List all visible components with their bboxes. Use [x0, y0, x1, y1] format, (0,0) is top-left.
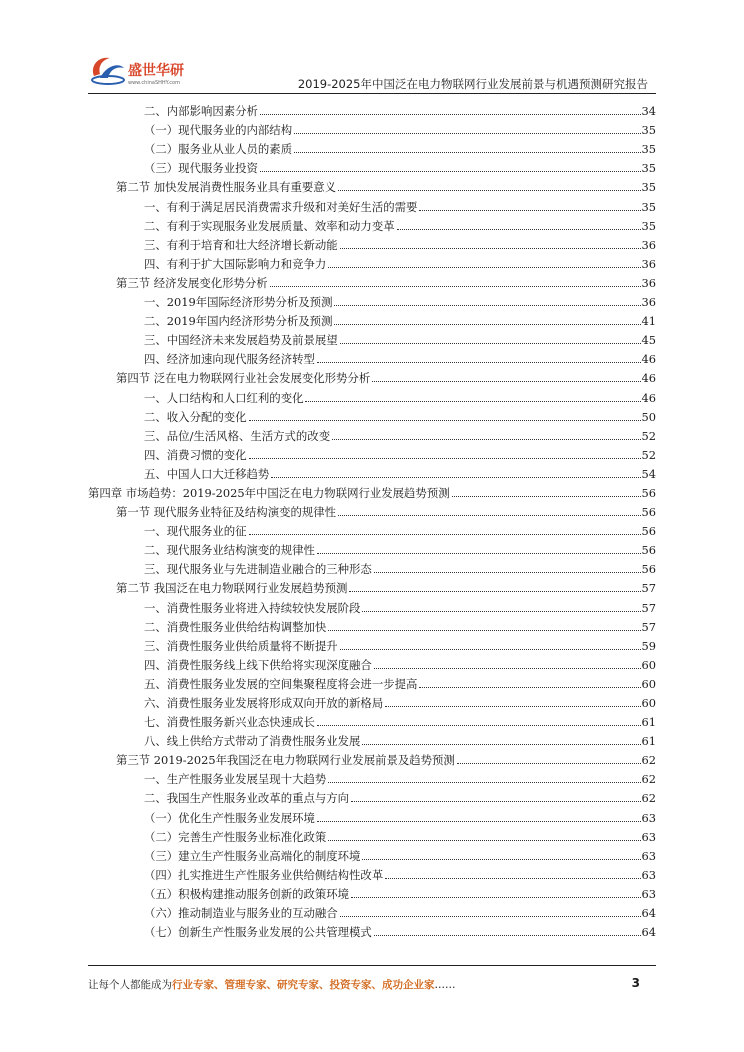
toc-entry-label: 第四节 泛在电力物联网行业社会发展变化形势分析: [116, 371, 371, 386]
toc-entry-label: （一）现代服务业的内部结构: [144, 123, 293, 138]
logo-text: 盛世华研: [128, 63, 184, 79]
toc-entry-label: （四）扎实推进生产性服务业供给侧结构性改革: [144, 867, 384, 882]
toc-leader-dots: [332, 438, 640, 440]
toc-entry[interactable]: [88, 634, 656, 653]
toc-entry-label: 三、现代服务业与先进制造业融合的三种形态: [144, 562, 372, 577]
toc-entry[interactable]: [88, 366, 656, 385]
toc-leader-dots: [362, 743, 640, 745]
toc-entry[interactable]: [88, 672, 656, 691]
toc-entry-page: 62: [641, 791, 656, 806]
toc-entry[interactable]: [88, 519, 656, 538]
toc-leader-dots: [452, 495, 641, 497]
toc-leader-dots: [317, 361, 641, 363]
toc-entry-label: 一、现代服务业的征: [144, 524, 247, 539]
toc-entry-page: 57: [641, 619, 656, 634]
toc-entry[interactable]: [88, 786, 656, 805]
toc-entry[interactable]: [88, 500, 656, 519]
toc-entry-label: 五、中国人口大迁移趋势: [144, 466, 270, 481]
toc-entry[interactable]: [88, 290, 656, 309]
footer-prefix: 让每个人都能成为: [88, 979, 172, 991]
toc-entry-label: 五、消费性服务业发展的空间集聚程度将会进一步提高: [144, 676, 418, 691]
toc-entry-label: （三）现代服务业投资: [144, 161, 258, 176]
toc-entry-label: （二）完善生产性服务业标准化政策: [144, 829, 327, 844]
toc-entry-page: 36: [641, 237, 656, 252]
toc-leader-dots: [340, 342, 641, 344]
toc-entry-page: 63: [641, 867, 656, 882]
toc-entry[interactable]: [88, 825, 656, 844]
toc-leader-dots: [340, 915, 641, 917]
toc-entry-label: 第一节 现代服务业特征及结构演变的规律性: [116, 505, 337, 520]
toc-leader-dots: [338, 189, 640, 191]
toc-entry-label: 四、经济加速向现代服务经济转型: [144, 352, 315, 367]
toc-entry-page: 35: [641, 199, 656, 214]
toc-entry[interactable]: [88, 538, 656, 557]
toc-entry-page: 36: [641, 256, 656, 271]
toc-entry-label: 四、有利于扩大国际影响力和竞争力: [144, 256, 327, 271]
toc-leader-dots: [338, 514, 640, 516]
toc-entry[interactable]: [88, 767, 656, 786]
toc-entry[interactable]: [88, 424, 656, 443]
toc-entry-label: 第三节 2019-2025年我国泛在电力物联网行业发展前景及趋势预测: [116, 753, 455, 768]
toc-entry[interactable]: [88, 748, 656, 767]
toc-leader-dots: [317, 552, 641, 554]
footer-highlight: 行业专家、管理专家、研究专家、投资专家、成功企业家: [172, 979, 435, 991]
toc-entry[interactable]: [88, 615, 656, 634]
toc-entry-page: 62: [641, 772, 656, 787]
toc-entry-label: （三）建立生产性服务业高端化的制度环境: [144, 848, 361, 863]
toc-entry[interactable]: [88, 443, 656, 462]
toc-entry-page: 41: [641, 314, 656, 329]
toc-leader-dots: [374, 667, 641, 669]
report-title: 2019-2025年中国泛在电力物联网行业发展前景与机遇预测研究报告: [297, 77, 648, 91]
toc-leader-dots: [317, 820, 641, 822]
logo-emblem-icon: [88, 52, 126, 88]
toc-leader-dots: [328, 839, 640, 841]
toc-entry[interactable]: [88, 271, 656, 290]
toc-leader-dots: [397, 228, 641, 230]
toc-entry[interactable]: [88, 920, 656, 939]
toc-leader-dots: [385, 705, 640, 707]
toc-entry-page: 56: [641, 485, 656, 500]
toc-entry[interactable]: [88, 309, 656, 328]
toc-entry-page: 56: [641, 524, 656, 539]
toc-entry-page: 63: [641, 886, 656, 901]
toc-entry[interactable]: [88, 194, 656, 213]
toc-entry-page: 57: [641, 600, 656, 615]
toc-entry-label: 三、中国经济未来发展趋势及前景展望: [144, 333, 338, 348]
toc-entry[interactable]: [88, 252, 656, 271]
toc-leader-dots: [271, 476, 640, 478]
toc-entry-label: 第四章 市场趋势：2019-2025年中国泛在电力物联网行业发展趋势预测: [88, 485, 450, 500]
toc-leader-dots: [260, 170, 641, 172]
toc-entry-page: 57: [641, 581, 656, 596]
toc-entry-label: 二、消费性服务业供给结构调整加快: [144, 619, 327, 634]
toc-entry[interactable]: [88, 233, 656, 252]
toc-leader-dots: [305, 400, 640, 402]
toc-entry[interactable]: [88, 481, 656, 500]
toc-entry[interactable]: [88, 214, 656, 233]
toc-entry[interactable]: [88, 729, 656, 748]
toc-entry-page: 61: [641, 715, 656, 730]
toc-leader-dots: [351, 896, 640, 898]
toc-entry-page: 56: [641, 562, 656, 577]
toc-entry[interactable]: [88, 595, 656, 614]
toc-entry-label: 第二节 我国泛在电力物联网行业发展趋势预测: [116, 581, 348, 596]
toc-entry[interactable]: [88, 710, 656, 729]
toc-entry-label: （五）积极构建推动服务创新的政策环境: [144, 886, 350, 901]
toc-leader-dots: [249, 419, 641, 421]
toc-entry-page: 52: [641, 447, 656, 462]
toc-entry-page: 35: [641, 123, 656, 138]
toc-entry-page: 35: [641, 142, 656, 157]
toc-entry-page: 36: [641, 295, 656, 310]
toc-entry-page: 60: [641, 696, 656, 710]
toc-entry-page: 46: [641, 352, 656, 367]
toc-entry-label: （一）优化生产性服务业发展环境: [144, 810, 315, 825]
toc-leader-dots: [260, 113, 641, 115]
toc-leader-dots: [419, 686, 640, 688]
toc-entry-page: 54: [641, 466, 656, 481]
toc-leader-dots: [270, 285, 641, 287]
table-of-contents: [88, 99, 656, 939]
toc-entry[interactable]: [88, 328, 656, 347]
toc-leader-dots: [362, 610, 640, 612]
toc-entry[interactable]: [88, 576, 656, 595]
toc-entry-page: 56: [641, 543, 656, 558]
toc-entry-page: 56: [641, 505, 656, 520]
toc-leader-dots: [328, 266, 640, 268]
toc-leader-dots: [340, 247, 641, 249]
toc-entry[interactable]: [88, 691, 656, 710]
footer-divider: [88, 965, 656, 966]
toc-entry-label: 二、有利于实现服务业发展质量、效率和动力变革: [144, 218, 395, 233]
toc-entry[interactable]: [88, 805, 656, 824]
toc-entry-page: 64: [641, 906, 656, 921]
toc-entry-label: 一、有利于满足居民消费需求升级和对美好生活的需要: [144, 199, 418, 214]
toc-entry-page: 64: [641, 925, 656, 940]
footer-slogan: [88, 977, 456, 992]
toc-entry[interactable]: [88, 175, 656, 194]
footer-suffix: ……: [434, 979, 456, 991]
toc-leader-dots: [419, 209, 640, 211]
toc-entry-label: 一、人口结构和人口红利的变化: [144, 390, 304, 405]
toc-leader-dots: [249, 533, 641, 535]
toc-entry-page: 45: [641, 333, 656, 348]
toc-entry-page: 61: [641, 734, 656, 749]
toc-leader-dots: [328, 629, 640, 631]
toc-leader-dots: [362, 858, 640, 860]
toc-leader-dots: [385, 877, 640, 879]
company-logo: [88, 52, 208, 92]
toc-leader-dots: [317, 724, 641, 726]
toc-entry-label: 第三节 经济发展变化形势分析: [116, 275, 268, 290]
toc-leader-dots: [294, 151, 640, 153]
toc-entry-page: 50: [641, 409, 656, 424]
toc-entry-page: 35: [641, 180, 656, 195]
toc-entry-page: 63: [641, 829, 656, 844]
toc-entry-label: 八、线上供给方式带动了消费性服务业发展: [144, 734, 361, 749]
toc-leader-dots: [249, 457, 641, 459]
toc-entry-label: 三、品位/生活风格、生活方式的改变: [144, 428, 331, 443]
toc-entry-label: （六）推动制造业与服务业的互动融合: [144, 906, 338, 921]
toc-leader-dots: [372, 380, 640, 382]
toc-leader-dots: [374, 571, 641, 573]
toc-entry-label: 一、生产性服务业发展呈现十大趋势: [144, 772, 327, 787]
toc-entry-label: 四、消费性服务线上线下供给将实现深度融合: [144, 657, 372, 672]
toc-entry-page: 60: [641, 676, 656, 691]
toc-entry-label: 七、消费性服务新兴业态快速成长: [144, 715, 315, 730]
toc-entry-page: 46: [641, 371, 656, 386]
page-number: 3: [631, 976, 640, 990]
toc-entry[interactable]: [88, 653, 656, 672]
toc-leader-dots: [328, 781, 640, 783]
toc-entry[interactable]: [88, 347, 656, 366]
toc-entry-label: 三、消费性服务业供给质量将不断提升: [144, 638, 338, 653]
toc-entry[interactable]: [88, 99, 656, 118]
toc-entry-label: 六、消费性服务业发展将形成双向开放的新格局: [144, 696, 384, 710]
toc-entry-page: 60: [641, 657, 656, 672]
toc-entry[interactable]: [88, 118, 656, 137]
toc-entry-page: 36: [641, 275, 656, 290]
toc-leader-dots: [334, 304, 640, 306]
toc-entry-label: 三、有利于培育和壮大经济增长新动能: [144, 237, 338, 252]
toc-entry[interactable]: [88, 844, 656, 863]
toc-entry-label: 二、现代服务业结构演变的规律性: [144, 543, 315, 558]
toc-entry-label: 二、我国生产性服务业改革的重点与方向: [144, 791, 350, 806]
toc-entry-page: 59: [641, 638, 656, 653]
toc-entry[interactable]: [88, 462, 656, 481]
toc-entry-label: 二、内部影响因素分析: [144, 104, 258, 119]
header-divider: [88, 93, 656, 94]
toc-entry-label: 二、收入分配的变化: [144, 409, 247, 424]
toc-entry-label: 第二节 加快发展消费性服务业具有重要意义: [116, 180, 337, 195]
toc-entry-page: 46: [641, 390, 656, 405]
toc-entry-page: 63: [641, 810, 656, 825]
toc-leader-dots: [374, 934, 641, 936]
toc-leader-dots: [349, 590, 640, 592]
logo-url: www.chinaSHHY.com: [128, 80, 180, 86]
toc-entry[interactable]: [88, 385, 656, 404]
toc-entry[interactable]: [88, 405, 656, 424]
toc-leader-dots: [457, 762, 641, 764]
toc-entry-label: 一、消费性服务业将进入持续较快发展阶段: [144, 600, 361, 615]
toc-leader-dots: [334, 323, 640, 325]
toc-entry-page: 62: [641, 753, 656, 768]
toc-entry-label: 一、2019年国际经济形势分析及预测: [144, 295, 333, 310]
toc-entry[interactable]: [88, 901, 656, 920]
toc-entry-label: （七）创新生产性服务业发展的公共管理模式: [144, 925, 372, 940]
toc-entry[interactable]: [88, 156, 656, 175]
toc-entry[interactable]: [88, 557, 656, 576]
toc-entry[interactable]: [88, 882, 656, 901]
toc-entry[interactable]: [88, 137, 656, 156]
toc-leader-dots: [340, 648, 641, 650]
toc-leader-dots: [294, 132, 640, 134]
toc-entry-label: 四、消费习惯的变化: [144, 447, 247, 462]
toc-entry-label: 二、2019年国内经济形势分析及预测: [144, 314, 333, 329]
toc-entry-page: 63: [641, 848, 656, 863]
toc-entry[interactable]: [88, 863, 656, 882]
toc-entry-page: 35: [641, 218, 656, 233]
toc-leader-dots: [351, 800, 640, 802]
toc-entry-page: 52: [641, 428, 656, 443]
toc-entry-label: （二）服务业从业人员的素质: [144, 142, 293, 157]
toc-entry-page: 34: [641, 104, 656, 119]
toc-entry-page: 35: [641, 161, 656, 176]
